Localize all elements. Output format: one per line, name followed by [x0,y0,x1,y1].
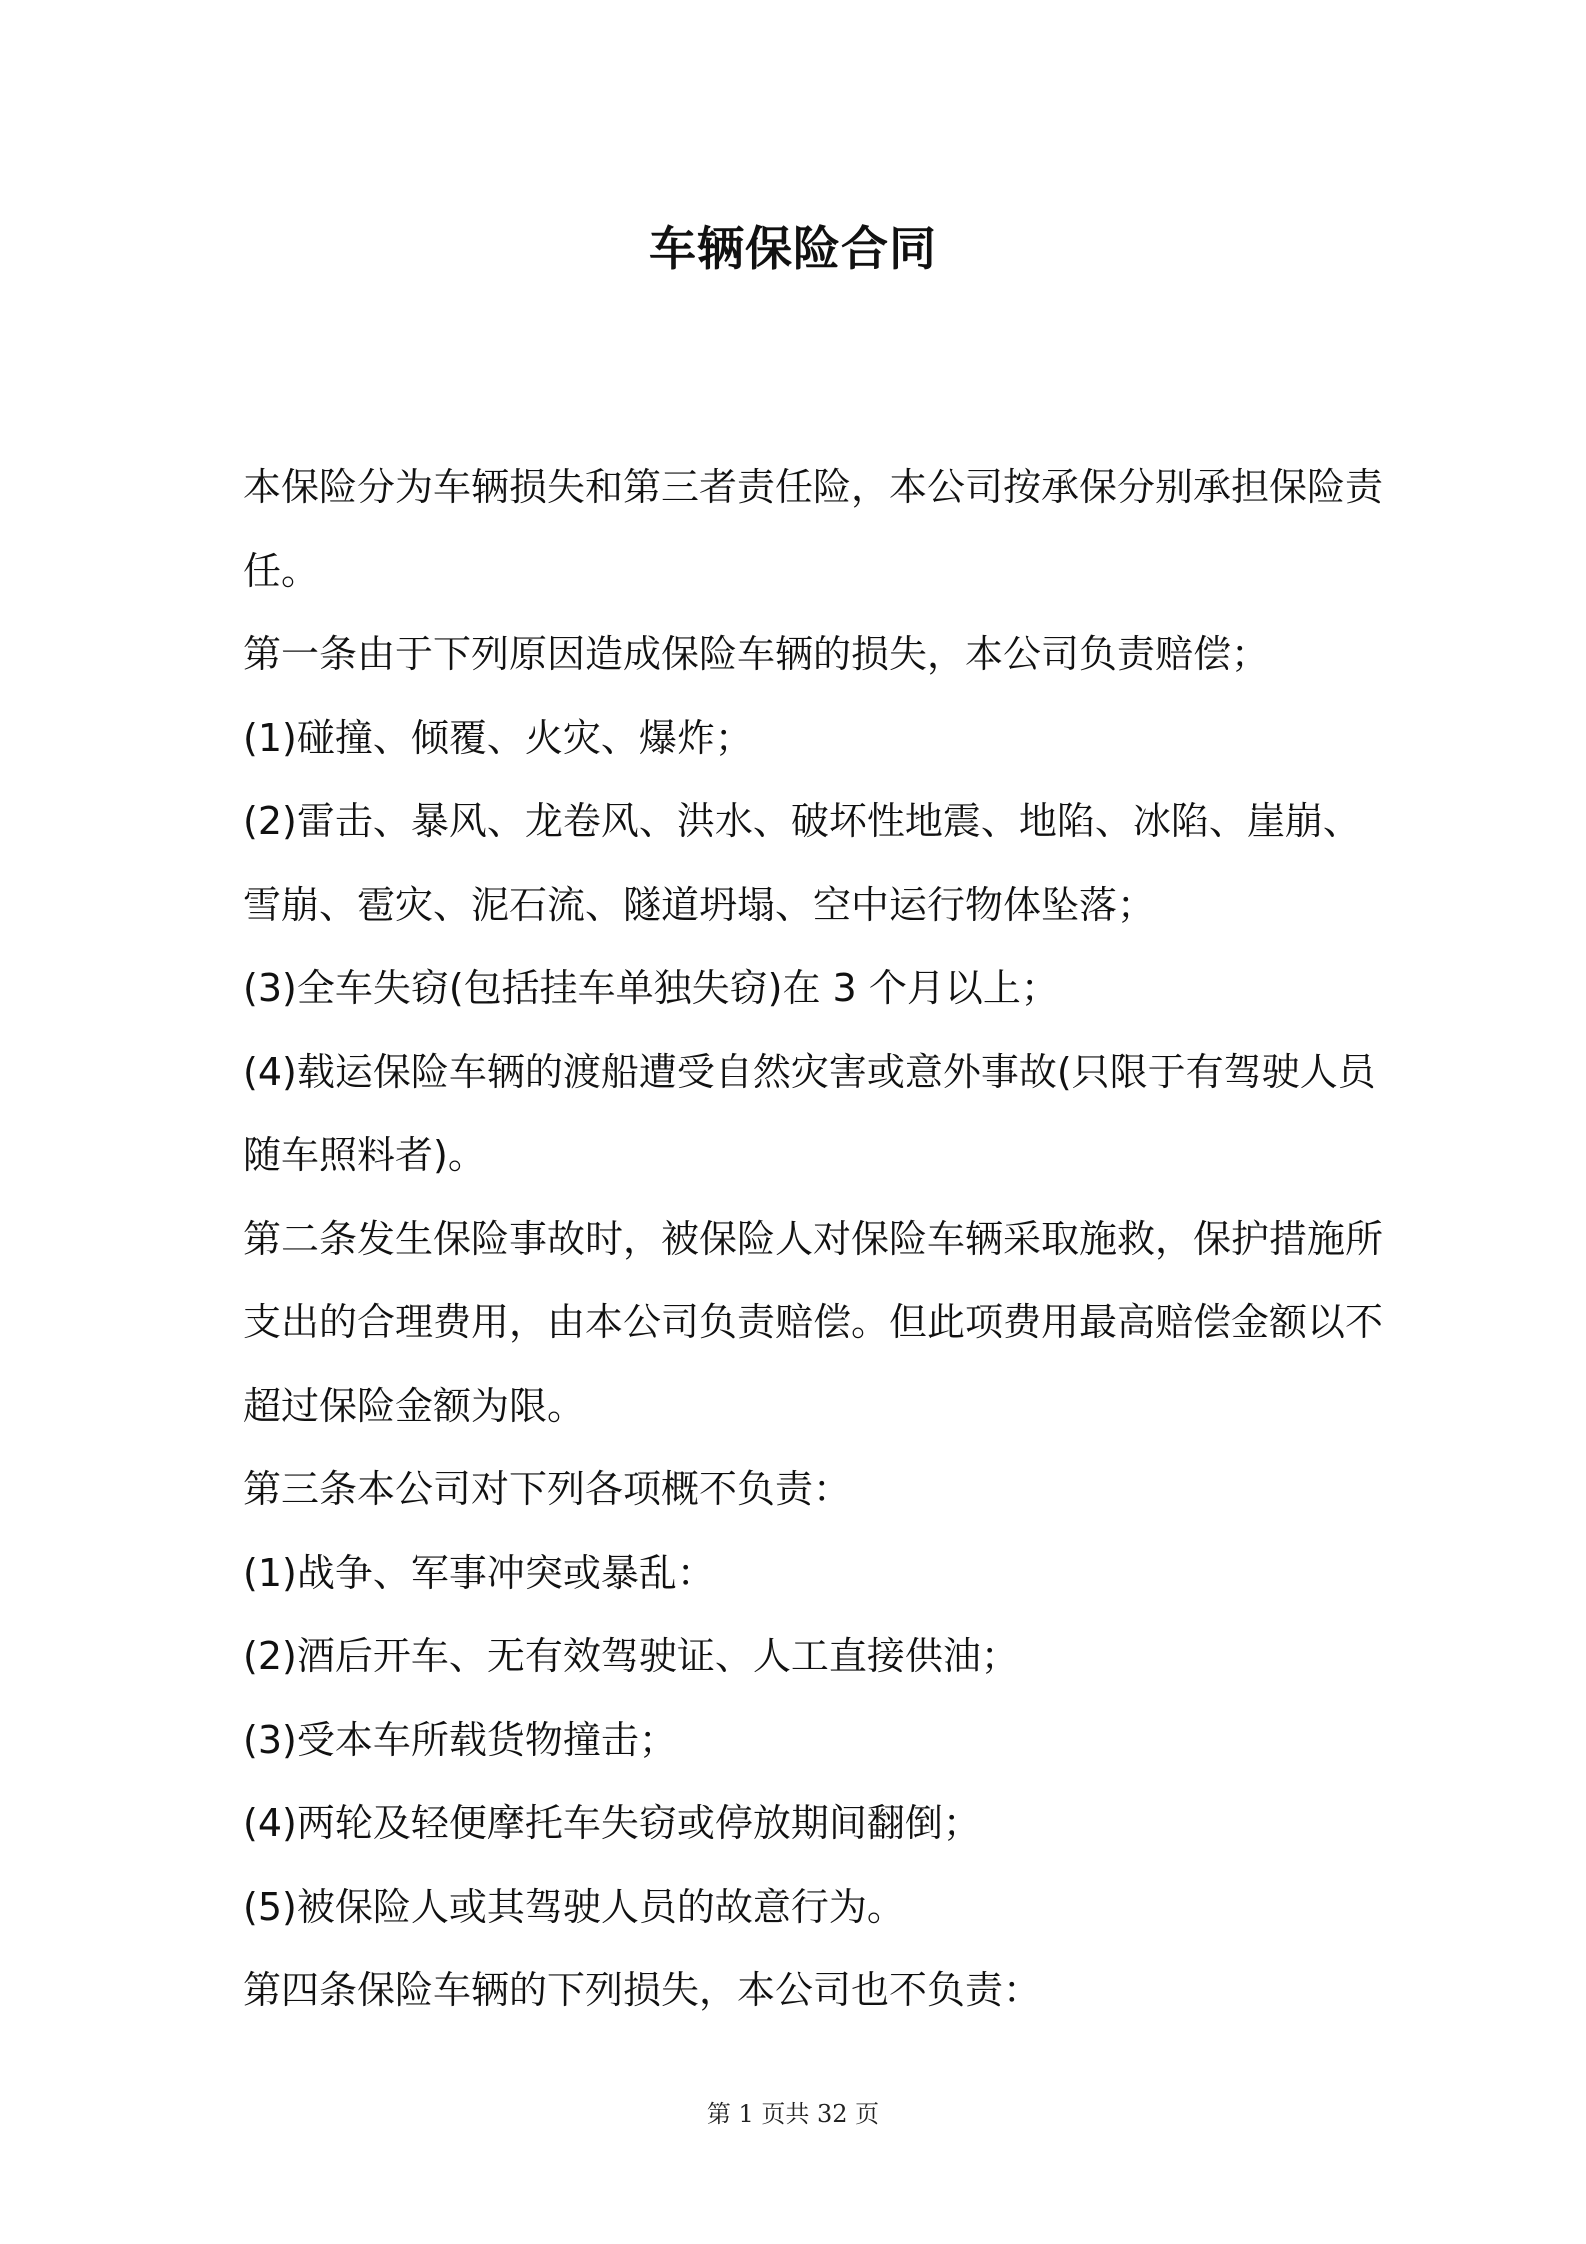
body-line: 第四条保险车辆的下列损失，本公司也不负责： [243,1968,1042,2012]
body-line: (2)酒后开车、无有效驾驶证、人工直接供油； [243,1634,1019,1678]
body-line: (1)碰撞、倾覆、火灾、爆炸； [243,715,753,760]
body-line: 第一条由于下列原因造成保险车辆的损失，本公司负责赔偿； [243,632,1270,676]
body-line: 雪崩、雹灾、泥石流、隧道坍塌、空中运行物体坠落； [243,882,1156,927]
document-body [243,446,1384,2033]
body-line: 任。 [243,548,320,593]
body-line: 随车照料者)。 [243,1133,486,1177]
body-line: (5)被保险人或其驾驶人员的故意行为。 [243,1884,905,1929]
body-line: 第三条本公司对下列各项概不负责： [243,1467,852,1511]
body-line: 第二条发生保险事故时，被保险人对保险车辆采取施救，保护措施所 [243,1216,1384,1261]
body-line: 超过保险金额为限。 [243,1383,586,1428]
page-number: 第 1 页共 32 页 [706,2100,880,2128]
body-line: (2)雷击、暴风、龙卷风、洪水、破坏性地震、地陷、冰陷、崖崩、 [243,799,1361,843]
body-line: (3)全车失窃(包括挂车单独失窃)在 3 个月以上； [243,966,1059,1010]
body-line: 支出的合理费用，由本公司负责赔偿。但此项费用最高赔偿金额以不 [243,1300,1384,1344]
body-line: (3)受本车所载货物撞击； [243,1717,677,1762]
body-line: (4)载运保险车辆的渡船遭受自然灾害或意外事故(只限于有驾驶人员 [243,1049,1376,1094]
body-line: (1)战争、军事冲突或暴乱： [243,1550,715,1595]
document-title: 车辆保险合同 [649,222,937,277]
body-line: 本保险分为车辆损失和第三者责任险，本公司按承保分别承担保险责 [243,465,1384,509]
body-line: (4)两轮及轻便摩托车失窃或停放期间翻倒； [243,1801,981,1845]
